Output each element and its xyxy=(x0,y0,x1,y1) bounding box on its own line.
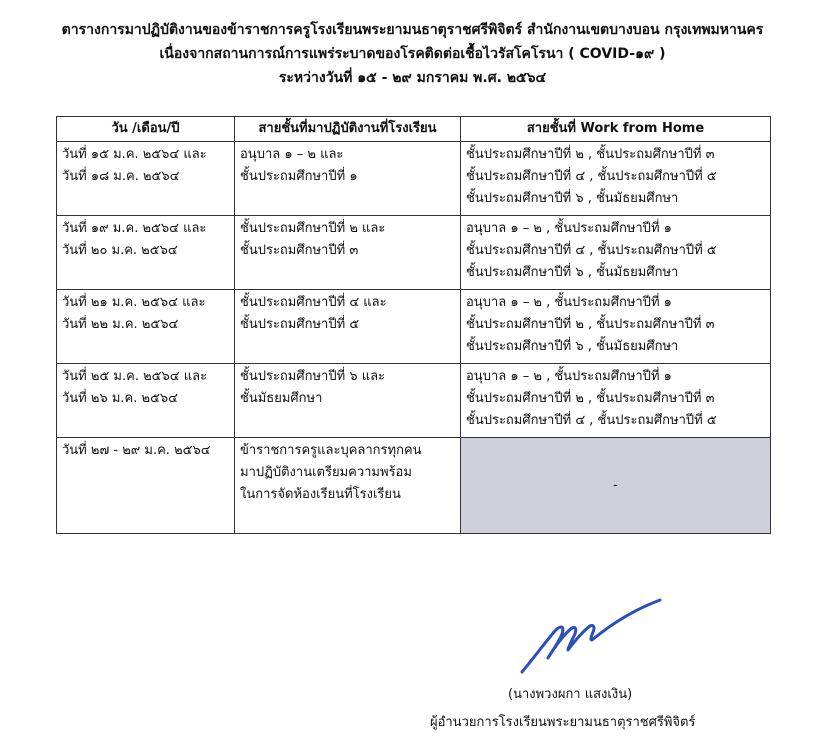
wfh-cell xyxy=(461,364,771,438)
table-row xyxy=(57,290,771,364)
onsite-cell xyxy=(235,364,461,438)
onsite-line: มาปฏิบัติงานเตรียมความพร้อม xyxy=(240,465,412,480)
wfh-line: ชั้นประถมศึกษาปีที่ ๖ , ชั้นมัธยมศึกษา xyxy=(466,339,679,354)
handwritten-signature xyxy=(518,598,668,678)
wfh-line: อนุบาล ๑ – ๒ , ชั้นประถมศึกษาปีที่ ๑ xyxy=(466,221,672,236)
onsite-line: ชั้นประถมศึกษาปีที่ ๔ และ xyxy=(240,295,387,310)
header-line-2: เนื่องจากสถานการณ์การแพร่ระบาดของโรคติดต่อเชื้อไวรัสโคโรนา ( COVID-๑๙ ) xyxy=(159,46,666,62)
date-line: วันที่ ๑๕ ม.ค. ๒๕๖๔ และ xyxy=(62,147,207,162)
schedule-table xyxy=(56,116,771,534)
date-cell xyxy=(57,290,235,364)
signature-mark xyxy=(518,598,668,682)
column-header-date: วัน /เดือน/ปี xyxy=(57,117,235,142)
wfh-cell xyxy=(461,142,771,216)
date-cell xyxy=(57,438,235,534)
onsite-line: ชั้นประถมศึกษาปีที่ ๒ และ xyxy=(240,221,386,236)
table-header-row xyxy=(57,117,771,142)
onsite-cell xyxy=(235,438,461,534)
wfh-line: ชั้นประถมศึกษาปีที่ ๖ , ชั้นมัธยมศึกษา xyxy=(466,265,679,280)
wfh-cell xyxy=(461,290,771,364)
wfh-line: ชั้นประถมศึกษาปีที่ ๔ , ชั้นประถมศึกษาปีที่ ๕ xyxy=(466,413,717,428)
wfh-line: ชั้นประถมศึกษาปีที่ ๒ , ชั้นประถมศึกษาปีที่ ๓ xyxy=(466,147,715,162)
table-row xyxy=(57,364,771,438)
onsite-cell xyxy=(235,216,461,290)
table-row xyxy=(57,438,771,534)
onsite-line: ชั้นประถมศึกษาปีที่ ๑ xyxy=(240,169,358,184)
date-line: วันที่ ๒๐ ม.ค. ๒๕๖๔ xyxy=(62,243,178,258)
onsite-line: ชั้นประถมศึกษาปีที่ ๕ xyxy=(240,317,360,332)
wfh-line: อนุบาล ๑ – ๒ , ชั้นประถมศึกษาปีที่ ๑ xyxy=(466,369,672,384)
column-header-onsite: สายชั้นที่มาปฏิบัติงานที่โรงเรียน xyxy=(235,117,461,142)
onsite-cell xyxy=(235,142,461,216)
onsite-line: ชั้นมัธยมศึกษา xyxy=(240,391,323,406)
wfh-line: ชั้นประถมศึกษาปีที่ ๔ , ชั้นประถมศึกษาปีที่ ๕ xyxy=(466,243,717,258)
onsite-line: อนุบาล ๑ – ๒ และ xyxy=(240,147,344,162)
header-line-3: ระหว่างวันที่ ๑๕ - ๒๙ มกราคม พ.ศ. ๒๕๖๔ xyxy=(278,70,547,86)
table-row xyxy=(57,142,771,216)
onsite-cell xyxy=(235,290,461,364)
date-cell xyxy=(57,216,235,290)
onsite-line: ข้าราชการครูและบุคลากรทุกคน xyxy=(240,443,422,458)
document-header xyxy=(0,18,825,90)
onsite-line: ในการจัดห้องเรียนที่โรงเรียน xyxy=(240,487,401,502)
header-line-1: ตารางการมาปฏิบัติงานของข้าราชการครูโรงเรียนพระยามนธาตุราชศรีพิจิตร์ สำนักงานเขตบางบอน กรุงเทพมหานคร xyxy=(61,22,764,38)
wfh-line: ชั้นประถมศึกษาปีที่ ๔ , ชั้นประถมศึกษาปีที่ ๕ xyxy=(466,169,717,184)
date-cell xyxy=(57,142,235,216)
wfh-line: อนุบาล ๑ – ๒ , ชั้นประถมศึกษาปีที่ ๑ xyxy=(466,295,672,310)
date-line: วันที่ ๑๘ ม.ค. ๒๕๖๔ xyxy=(62,169,180,184)
date-line: วันที่ ๒๕ ม.ค. ๒๕๖๔ และ xyxy=(62,369,208,384)
table-row xyxy=(57,216,771,290)
column-header-wfh: สายชั้นที่ Work from Home xyxy=(461,117,771,142)
wfh-cell-shaded xyxy=(461,438,771,534)
signer-title: ผู้อำนวยการโรงเรียนพระยามนธาตุราชศรีพิจิตร์ xyxy=(430,715,696,730)
date-line: วันที่ ๒๒ ม.ค. ๒๕๖๔ xyxy=(62,317,179,332)
onsite-line: ชั้นประถมศึกษาปีที่ ๖ และ xyxy=(240,369,386,384)
date-line: วันที่ ๒๑ ม.ค. ๒๕๖๔ และ xyxy=(62,295,206,310)
signer-name: (นางพวงผกา แสงเงิน) xyxy=(508,687,633,702)
onsite-line: ชั้นประถมศึกษาปีที่ ๓ xyxy=(240,243,359,258)
date-cell xyxy=(57,364,235,438)
wfh-line: ชั้นประถมศึกษาปีที่ ๖ , ชั้นมัธยมศึกษา xyxy=(466,191,679,206)
wfh-line: ชั้นประถมศึกษาปีที่ ๒ , ชั้นประถมศึกษาปีที่ ๓ xyxy=(466,391,715,406)
wfh-line: ชั้นประถมศึกษาปีที่ ๒ , ชั้นประถมศึกษาปีที่ ๓ xyxy=(466,317,715,332)
date-line: วันที่ ๒๖ ม.ค. ๒๕๖๔ xyxy=(62,391,179,406)
date-line: วันที่ ๒๗ - ๒๙ ม.ค. ๒๕๖๔ xyxy=(62,443,211,458)
date-line: วันที่ ๑๙ ม.ค. ๒๕๖๔ และ xyxy=(62,221,207,236)
wfh-cell xyxy=(461,216,771,290)
wfh-dash: - xyxy=(613,477,618,493)
